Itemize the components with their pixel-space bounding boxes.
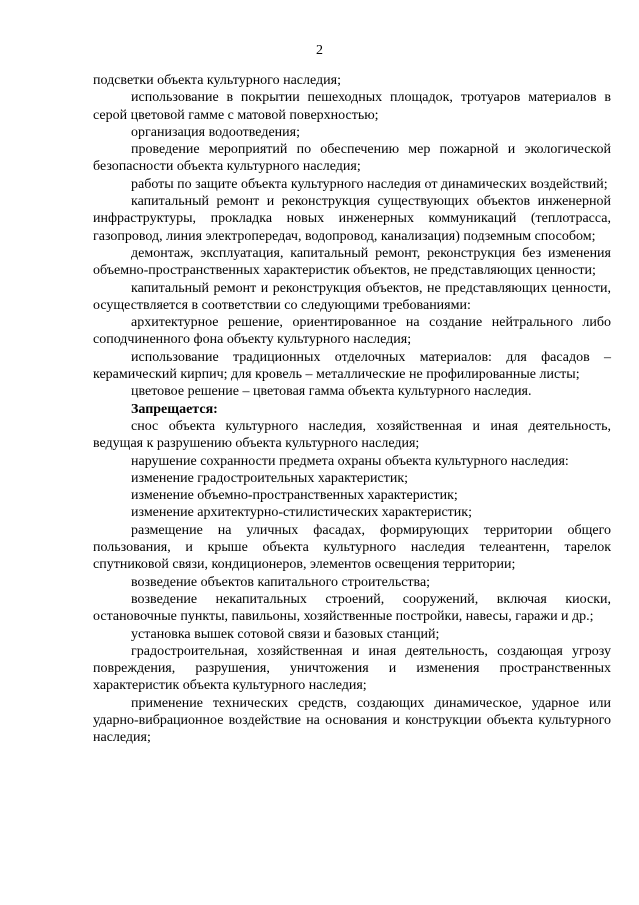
paragraph: подсветки объекта культурного наследия; xyxy=(93,73,341,88)
paragraph: капитальный ремонт и реконструкция объектов, не представляющих ценности, осуществляется в соответствии со следующими требованиями: xyxy=(93,280,611,313)
paragraph: использование в покрытии пешеходных площадок, тротуаров материалов в серой цветовой гамме с матовой поверхностью; xyxy=(93,90,611,123)
paragraph: возведение объектов капитального строительства; xyxy=(131,574,431,590)
paragraph: использование традиционных отделочных материалов: для фасадов – керамический кирпич; для кровель – металлические не профилированные листы; xyxy=(93,349,611,383)
paragraph: капитальный ремонт и реконструкция существующих объектов инженерной инфраструктуры, прокладка новых инженерных коммуникаций (теплотрасса, газопровод, линия электропередач, водопровод, канализация) подземным способом; xyxy=(93,194,611,244)
paragraph: изменение архитектурно-стилистических характеристик; xyxy=(131,505,472,521)
paragraph: изменение градостроительных характеристик; xyxy=(131,470,409,486)
paragraph: цветовое решение – цветовая гамма объекта культурного наследия. xyxy=(131,384,532,400)
paragraph: градостроительная, хозяйственная и иная деятельность, создающая угрозу повреждения, разрушения, уничтожения и изменения пространственных характеристик объекта культурного наследия; xyxy=(93,643,611,694)
paragraph: снос объекта культурного наследия, хозяйственная и иная деятельность, ведущая к разрушению объекта культурного наследия; xyxy=(93,418,611,452)
paragraph-group-after xyxy=(93,418,611,747)
paragraph: проведение мероприятий по обеспечению мер пожарной и экологической безопасности объекта культурного наследия; xyxy=(93,142,611,175)
paragraph: демонтаж, эксплуатация, капитальный ремонт, реконструкция без изменения объемно-пространственных характеристик объектов, не представляющих ценности; xyxy=(93,245,611,279)
paragraph: работы по защите объекта культурного наследия от динамических воздействий; xyxy=(131,176,608,192)
paragraph: организация водоотведения; xyxy=(131,124,300,140)
paragraph: возведение некапитальных строений, сооружений, включая киоски, остановочные пункты, павильоны, хозяйственные постройки, навесы, гаражи и др.; xyxy=(93,591,611,625)
paragraph: нарушение сохранности предмета охраны объекта культурного наследия: xyxy=(131,453,569,469)
document-body xyxy=(93,72,611,747)
paragraph: размещение на уличных фасадах, формирующих территории общего пользования, и крыше объекта культурного наследия телеантенн, тарелок спутниковой связи, кондиционеров, элементов освещения территории; xyxy=(93,522,611,573)
paragraph: архитектурное решение, ориентированное на создание нейтрального либо соподчиненного фона объекту культурного наследия; xyxy=(93,315,611,348)
paragraph: установка вышек сотовой связи и базовых станций; xyxy=(131,626,440,642)
paragraph: изменение объемно-пространственных характеристик; xyxy=(131,488,458,504)
page-number: 2 xyxy=(316,43,323,58)
paragraph: применение технических средств, создающих динамическое, ударное или ударно-вибрационное воздействие на основания и конструкции объекта культурного наследия; xyxy=(93,695,611,746)
section-heading-prohibited: Запрещается: xyxy=(131,401,218,417)
paragraph-group-before xyxy=(93,72,611,401)
